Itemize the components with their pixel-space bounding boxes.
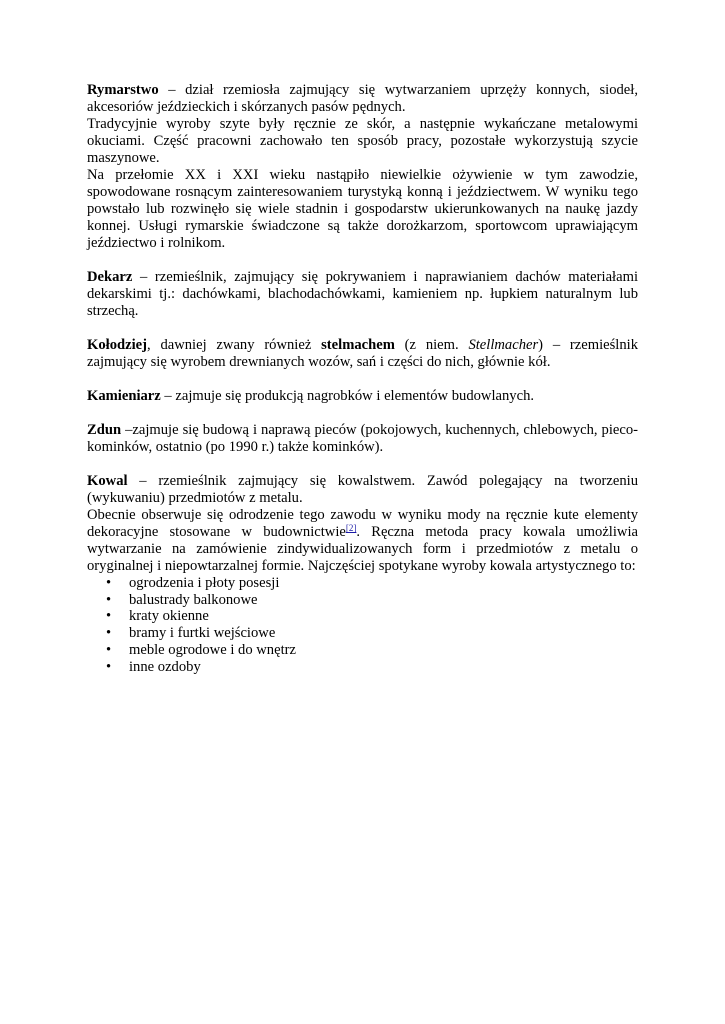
list-item-text: inne ozdoby (129, 658, 201, 675)
list-item-text: bramy i furtki wejściowe (129, 625, 276, 642)
rymarstwo-paragraph-2: Tradycyjnie wyroby szyte były ręcznie ze skór, a następnie wykańczane metalowymi okuciami. Część pracowni zachowało ten sposób pracy, pozostałe wykorzystują szycie maszynowe. (87, 116, 638, 166)
list-item-text: kraty okienne (129, 608, 209, 625)
list-item (87, 608, 638, 625)
list-item-text: balustrady balkonowe (129, 591, 258, 608)
footnote-link[interactable]: [2] (345, 523, 357, 533)
list-item (87, 592, 638, 609)
term-kolodziej: Kołodziej (87, 337, 147, 353)
term-zdun: Zdun (87, 422, 122, 438)
list-item-text: ogrodzenia i płoty posesji (129, 575, 280, 591)
document-page (87, 82, 638, 675)
kowal-products-list (87, 575, 638, 675)
dekarz-definition: Dekarz – rzemieślnik, zajmujący się pokrywaniem i naprawianiem dachów materiałami dekarskimi tj.: dachówkami, blachodachówkami, kamieniem np. łupkiem naturalnym lub strzechą. (87, 269, 638, 319)
kamieniarz-definition: Kamieniarz – zajmuje się produkcją nagrobków i elementów budowlanych. (87, 388, 535, 404)
term-kamieniarz: Kamieniarz (87, 388, 161, 404)
list-item (87, 659, 638, 676)
bullet-icon: • (106, 575, 112, 591)
term-kowal: Kowal (87, 473, 128, 489)
bullet-icon: • (106, 658, 112, 675)
list-item (87, 642, 638, 659)
zdun-definition: Zdun –zajmuje się budową i naprawą pieców (pokojowych, kuchennych, chlebowych, pieco-kominków, ostatnio (po 1990 r.) także kominków). (87, 422, 638, 455)
bullet-icon: • (106, 641, 112, 658)
bullet-icon: • (106, 591, 112, 608)
list-item (87, 575, 638, 592)
german-term: Stellmacher (468, 337, 539, 353)
kolodziej-definition: Kołodziej, dawniej zwany również stelmachem (z niem. Stellmacher) – rzemieślnik zajmujący się wyrobem drewnianych wozów, sań i części do nich, głównie kół. (87, 337, 638, 370)
kowal-definition: Kowal – rzemieślnik zajmujący się kowalstwem. Zawód polegający na tworzeniu (wykuwaniu) przedmiotów z metalu. (87, 473, 638, 506)
list-item-text: meble ogrodowe i do wnętrz (129, 641, 296, 658)
rymarstwo-definition: Rymarstwo – dział rzemiosła zajmujący się wytwarzaniem uprzęży konnych, siodeł, akcesoriów jeździeckich i skórzanych pasów pędnych. (87, 82, 638, 115)
bullet-icon: • (106, 625, 112, 642)
term-rymarstwo: Rymarstwo (87, 82, 159, 98)
kowal-paragraph-2: Obecnie obserwuje się odrodzenie tego zawodu w wyniku mody na ręcznie kute elementy dekoracyjne stosowane w budownictwie[2]. Ręczna metoda pracy kowala umożliwia wytwarzanie na zamówienie zindywidualizowanych form i przedmiotów z metalu o oryginalnej i niepowtarzalnej formie. Najczęściej spotykane wyroby kowala artystycznego to: (87, 507, 638, 574)
term-stelmach: stelmachem (321, 337, 395, 353)
bullet-icon: • (106, 608, 112, 625)
term-dekarz: Dekarz (87, 269, 133, 285)
rymarstwo-paragraph-3: Na przełomie XX i XXI wieku nastąpiło niewielkie ożywienie w tym zawodzie, spowodowane rosnącym zainteresowaniem turystyką konną i jeździectwem. W wyniku tego powstało lub rozwinęło się wiele stadnin i gospodarstw ukierunkowanych na naukę jazdy konnej. Usługi rymarskie świadczone są także dorożkarzom, sportowcom uprawiającym jeździectwo i rolnikom. (87, 167, 638, 251)
list-item (87, 625, 638, 642)
